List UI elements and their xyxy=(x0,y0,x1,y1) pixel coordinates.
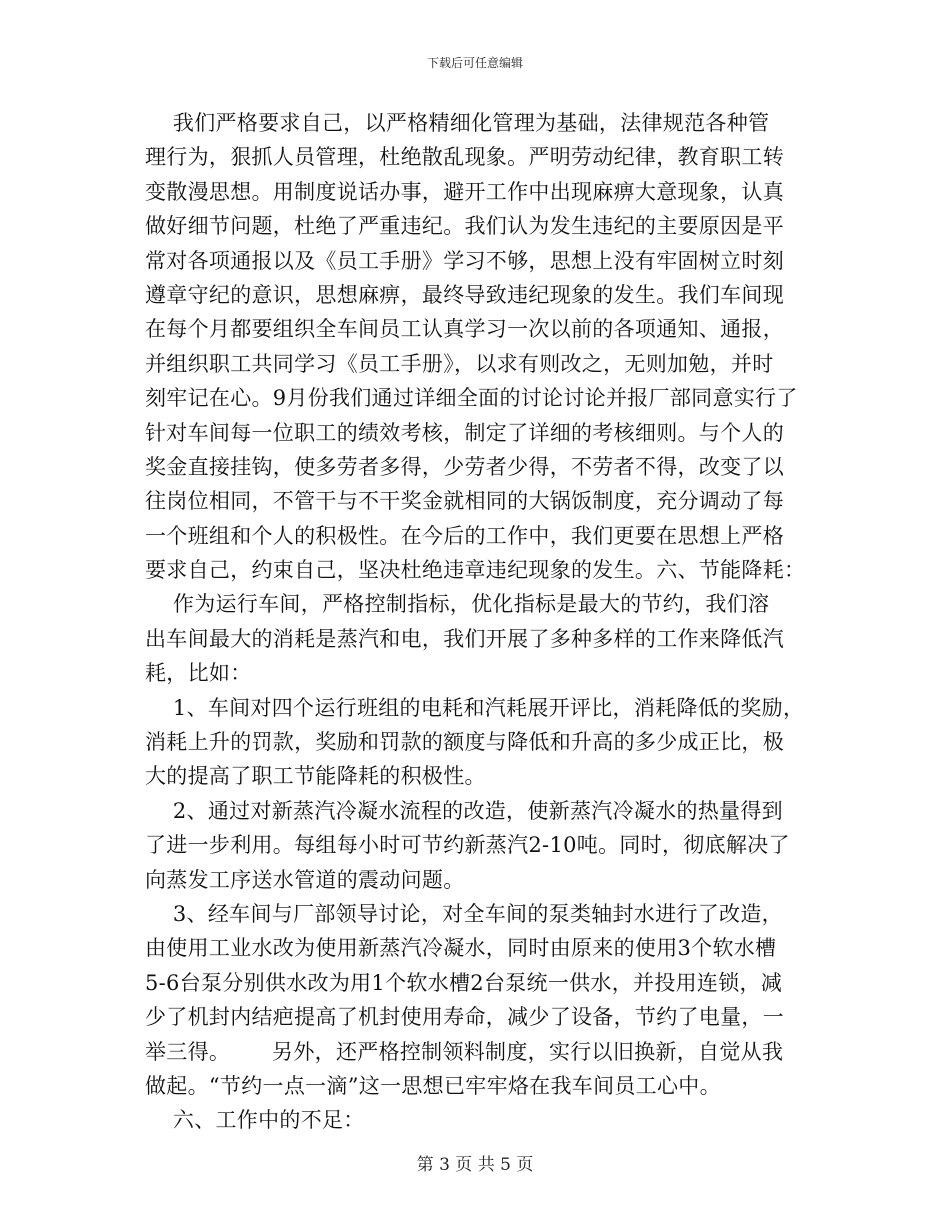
text-line: 遵章守纪的意识，思想麻痹，最终导致违纪现象的发生。我们车间现 xyxy=(145,282,784,307)
text-line: 出车间最大的消耗是蒸汽和电，我们开展了多种多样的工作来降低汽 xyxy=(145,626,784,651)
text-line: 要求自己，约束自己，坚决杜绝违章违纪现象的发生。六、节能降耗： xyxy=(145,558,806,583)
text-line: 做起。“节约一点一滴”这一思想已牢牢烙在我车间员工心中。 xyxy=(145,1073,721,1098)
text-line: 了进一步利用。每组每小时可节约新蒸汽2-10吨。同时，彻底解决了 xyxy=(145,833,790,858)
text-line: 作为运行车间，严格控制指标，优化指标是最大的节约，我们溶 xyxy=(145,592,770,617)
text-line: 变散漫思想。用制度说话办事，避开工作中出现麻痹大意现象，认真 xyxy=(145,179,784,204)
text-line: 举三得。 另外，还严格控制领料制度，实行以旧换新，自觉从我 xyxy=(145,1039,784,1064)
text-line: 耗，比如： xyxy=(145,661,252,686)
text-line: 我们严格要求自己，以严格精细化管理为基础，法律规范各种管 xyxy=(145,111,770,135)
text-line: 5-6台泵分别供水改为用1个软水槽2台泵统一供水，并投用连锁，减 xyxy=(145,970,783,995)
text-line: 六、工作中的不足： xyxy=(145,1108,365,1133)
text-line: 2、通过对新蒸汽冷凝水流程的改造，使新蒸汽冷凝水的热量得到 xyxy=(145,798,783,823)
text-line: 由使用工业水改为使用新蒸汽冷凝水，同时由原来的使用3个软水槽 xyxy=(145,936,777,961)
text-line: 奖金直接挂钩，使多劳者多得，少劳者少得，不劳者不得，改变了以 xyxy=(145,454,784,479)
text-line: 针对车间每一位职工的绩效考核，制定了详细的考核细则。与个人的 xyxy=(145,420,784,445)
document-body xyxy=(145,106,825,1138)
text-line: 在每个月都要组织全车间员工认真学习一次以前的各项通知、通报， xyxy=(145,317,784,342)
text-line: 消耗上升的罚款，奖励和罚款的额度与降低和升高的多少成正比，极 xyxy=(145,730,784,755)
text-line: 并组织职工共同学习《员工手册》，以求有则改之，无则加勉，并时 xyxy=(145,351,774,376)
text-line: 理行为，狠抓人员管理，杜绝散乱现象。严明劳动纪律，教育职工转 xyxy=(145,145,784,170)
text-line: 刻牢记在心。9月份我们通过详细全面的讨论讨论并报厂部同意实行了 xyxy=(145,386,798,411)
text-line: 往岗位相同，不管干与不干奖金就相同的大锅饭制度，充分调动了每 xyxy=(145,489,784,514)
text-line: 大的提高了职工节能降耗的积极性。 xyxy=(145,764,486,789)
text-line: 3、经车间与厂部领导讨论，对全车间的泵类轴封水进行了改造， xyxy=(145,901,783,926)
text-line: 少了机封内结疤提高了机封使用寿命，减少了设备，节约了电量，一 xyxy=(145,1005,784,1030)
text-line: 向蒸发工序送水管道的震动问题。 xyxy=(145,867,465,892)
page-header: 下载后可任意编辑 xyxy=(426,56,523,70)
text-line: 做好细节问题，杜绝了严重违纪。我们认为发生违纪的主要原因是平 xyxy=(145,214,784,239)
text-line: 常对各项通报以及《员工手册》学习不够，思想上没有牢固树立时刻 xyxy=(145,248,784,273)
page-footer: 第 3 页 共 5 页 xyxy=(416,1155,534,1175)
text-line: 1、车间对四个运行班组的电耗和汽耗展开评比，消耗降低的奖励， xyxy=(145,695,805,720)
text-line: 一个班组和个人的积极性。在今后的工作中，我们更要在思想上严格 xyxy=(145,523,784,548)
